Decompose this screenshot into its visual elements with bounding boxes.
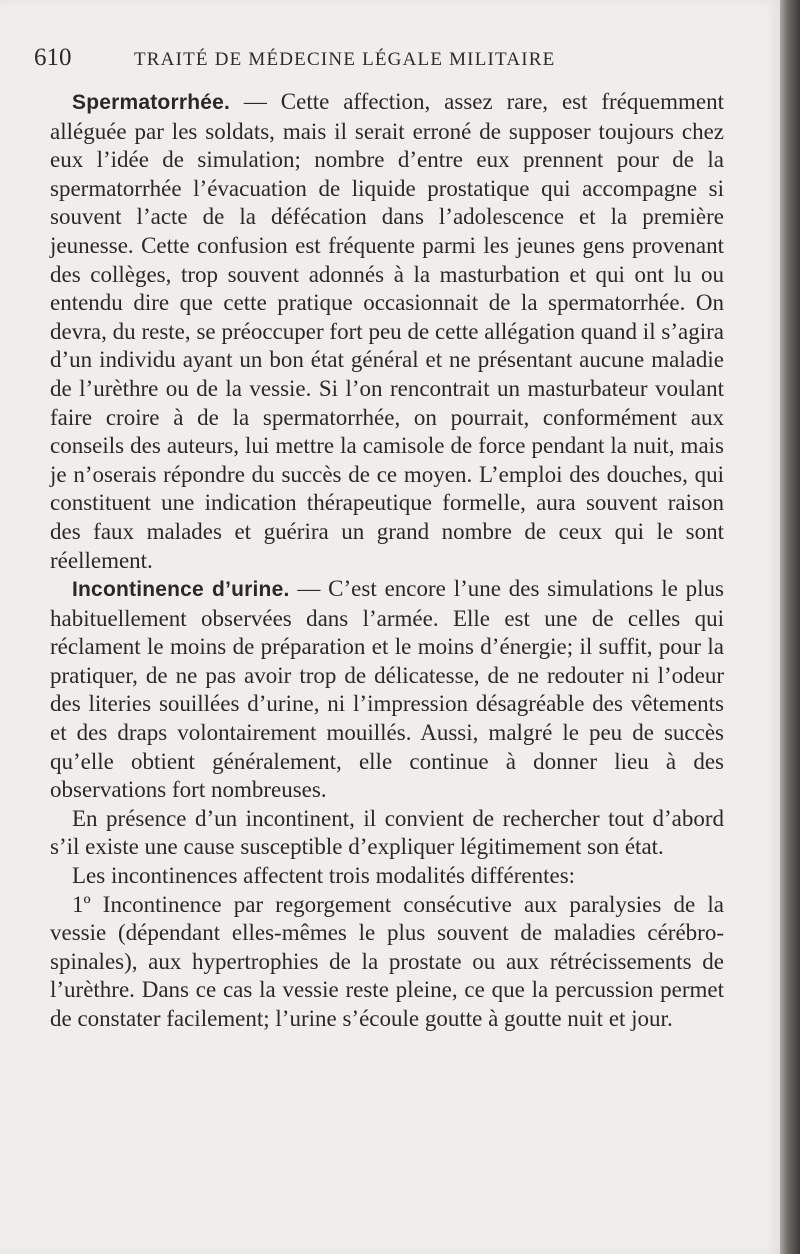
heading-spermatorrhee: Spermatorrhée. — [72, 91, 231, 114]
heading-incontinence: Incontinence d’urine. — [72, 578, 290, 602]
paragraph-item-1: 1º Incontinence par regorgement consécutive aux paralysies de la vessie (dépendant elles-mêmes le plus souvent de maladies cérébro-spinales), aux hypertrophies de la prostate ou aux rétrécissements de l’urèthre. Dans ce cas la vessie reste pleine, ce que la percussion permet de constater facilement; l’urine s’écoule goutte à goutte nuit et jour. — [50, 891, 724, 1031]
paragraph-presence: En présence d’un incontinent, il convient de rechercher tout d’abord s’il existe une cause susceptible d’expliquer légitimement son état. — [50, 805, 724, 860]
running-title: TRAITÉ DE MÉDECINE LÉGALE MILITAIRE — [134, 49, 556, 70]
text-incontinence: — C’est encore l’une des simulations le plus habituellement observées dans l’armée. Elle est une de celles qui réclament le moins de préparation et le moins d’énergie; il suffit, pour la pratiquer, de ne pas avoir trop de délicatesse, de ne redouter ni l’odeur des literies souillées d’urine, ni l’impression désagréable des vêtements et des draps volontairement mouillés. Aussi, malgré le peu de succès qu’elle obtient généralement, elle continue à donner lieu à des observations fort nombreuses. — [50, 576, 724, 803]
page-edge-shadow — [780, 0, 800, 1254]
text-spermatorrhee: — Cette affection, assez rare, est fréquemment alléguée par les soldats, mais il serait erroné de supposer toujours chez eux l’idée de simulation; nombre d’entre eux prennent pour de la spermatorrhée l’évacuation de liquide prostatique qui accompagne si souvent l’acte de la défécation dans l’adolescence et la première jeunesse. Cette confusion est fréquente parmi les jeunes gens provenant des collèges, trop souvent adonnés à la masturbation et qui ont lu ou entendu dire que cette pratique occasionnait de la spermatorrhée. On devra, du reste, se préoccuper fort peu de cette allégation quand il s’agira d’un individu ayant un bon état général et ne présentant aucune maladie de l’urèthre ou de la vessie. Si l’on rencontrait un masturbateur voulant faire croire à de la spermatorrhée, on pourrait, conformément aux conseils des auteurs, lui mettre la camisole de force pendant la nuit, mais je n’oserais répondre du succès de ce moyen. L’emploi des douches, qui constituent une indication thérapeutique formelle, aura souvent raison des faux malades et guérira un grand nombre de ceux qui le sont réellement. — [50, 89, 724, 573]
paragraph-spermatorrhee — [50, 88, 724, 575]
page-header — [34, 44, 724, 74]
page-body — [50, 88, 724, 1034]
paragraph-modalites: Les incontinences affectent trois modalités différentes: — [72, 863, 576, 889]
page-number: 610 — [34, 44, 72, 71]
paragraph-incontinence — [50, 575, 724, 805]
